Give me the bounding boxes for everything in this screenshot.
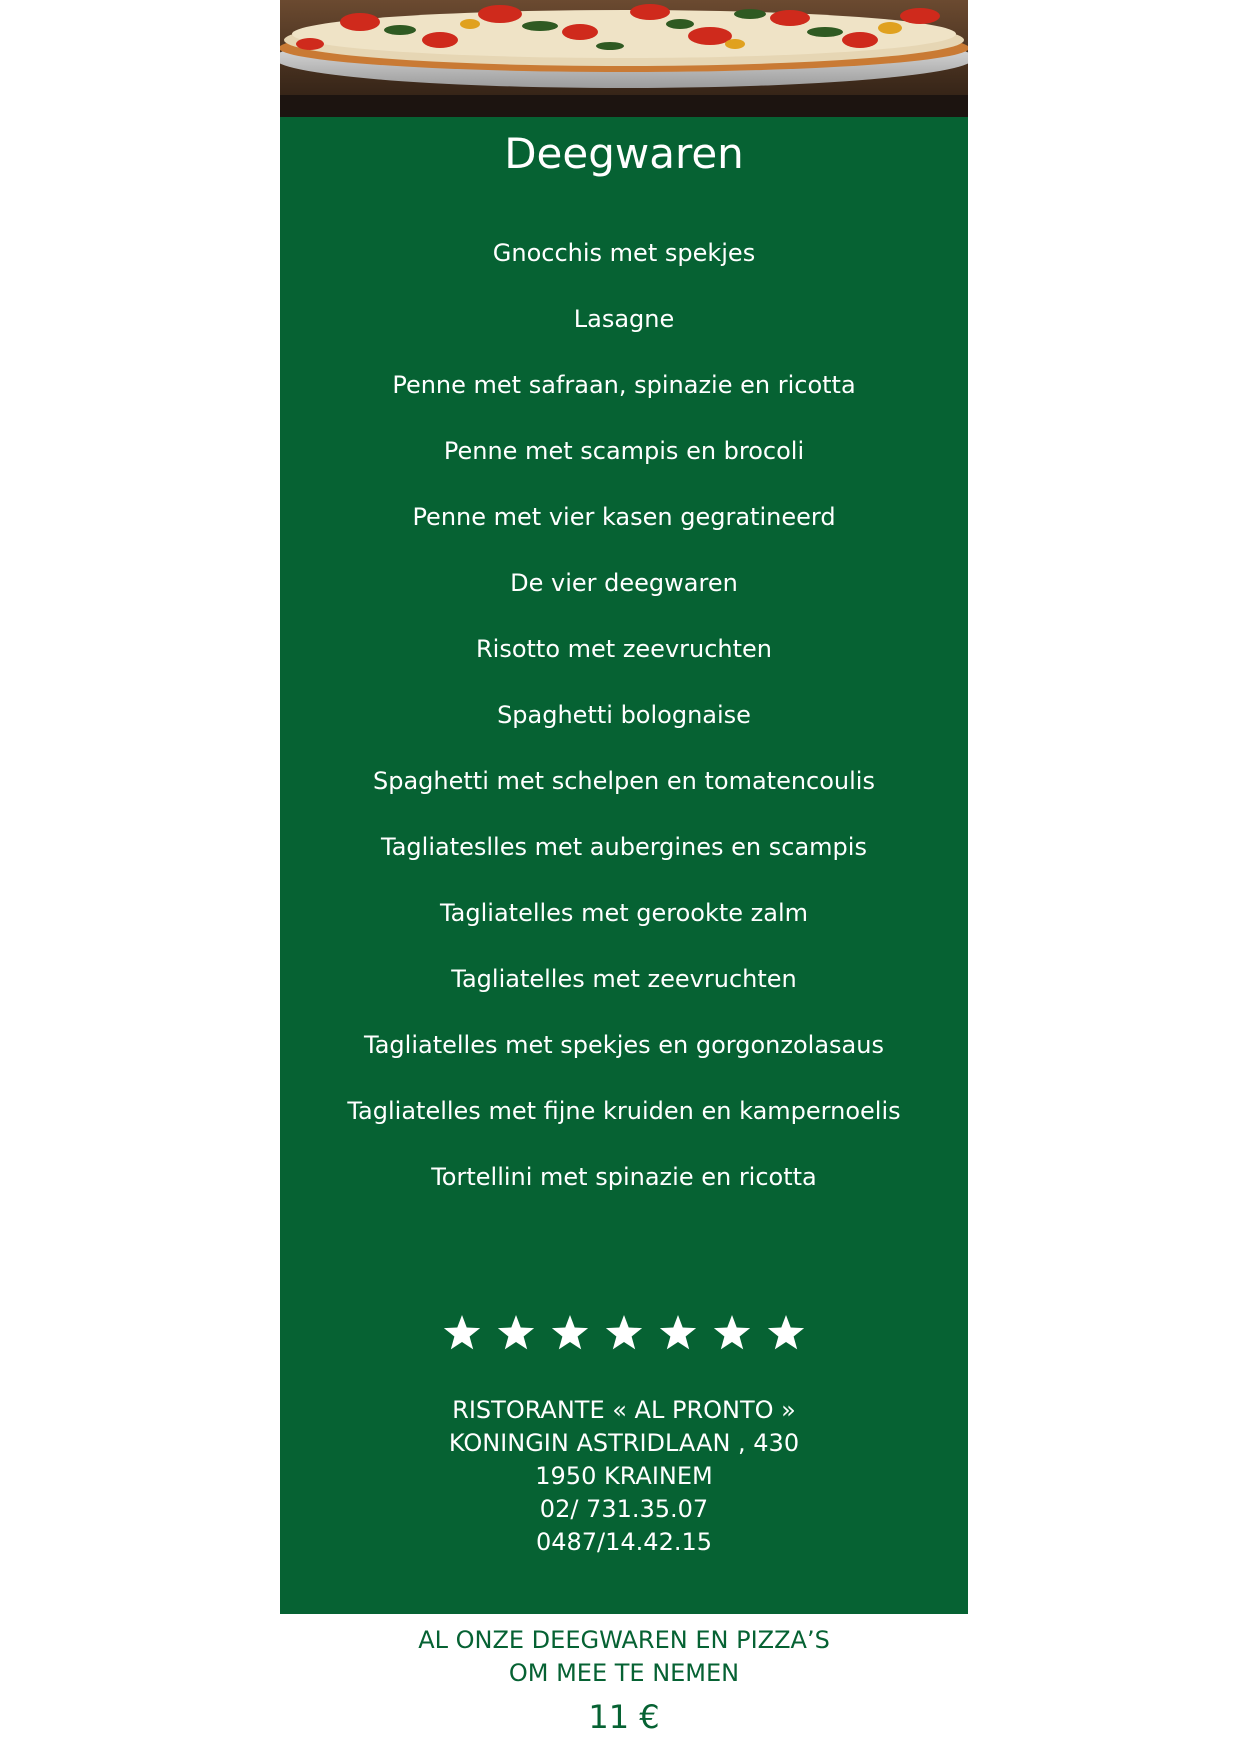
- dish-item: Gnocchis met spekjes: [492, 239, 756, 267]
- star-icon: [444, 1315, 480, 1349]
- restaurant-name: RISTORANTE « AL PRONTO »: [452, 1396, 796, 1424]
- dish-item: Tagliatelles met spekjes en gorgonzolasaus: [364, 1031, 884, 1059]
- menu-card: [280, 0, 968, 1754]
- dish-item: Penne met vier kasen gegratineerd: [412, 503, 836, 531]
- restaurant-address: [280, 1394, 968, 1559]
- address-street: KONINGIN ASTRIDLAAN , 430: [448, 1429, 800, 1457]
- section-title: Deegwaren: [504, 129, 744, 178]
- star-rating-row: [280, 1312, 968, 1356]
- green-panel: [280, 117, 968, 1614]
- address-city: 1950 KRAINEM: [535, 1462, 713, 1490]
- star-icon: [606, 1315, 642, 1349]
- pizza-photo: [280, 0, 968, 117]
- dish-list: [280, 237, 968, 1227]
- dish-item: Penne met safraan, spinazie en ricotta: [392, 371, 856, 399]
- takeaway-price: 11 €: [588, 1698, 660, 1736]
- star-icon: [768, 1315, 804, 1349]
- star-icon: [660, 1315, 696, 1349]
- dish-item: Tagliatelles met gerookte zalm: [439, 899, 809, 927]
- dish-item: Penne met scampis en brocoli: [443, 437, 805, 465]
- takeaway-line-2: OM MEE TE NEMEN: [508, 1659, 740, 1687]
- star-icon: [498, 1315, 534, 1349]
- dish-item: Tagliatelles met zeevruchten: [451, 965, 797, 993]
- dish-item: De vier deegwaren: [510, 569, 738, 597]
- mobile-number: 0487/14.42.15: [535, 1528, 713, 1556]
- dish-item: Lasagne: [573, 305, 675, 333]
- dish-item: Tortellini met spinazie en ricotta: [431, 1163, 817, 1191]
- star-icon: [714, 1315, 750, 1349]
- star-icon: [552, 1315, 588, 1349]
- pizza-illustration: [280, 0, 968, 117]
- takeaway-line-1: AL ONZE DEEGWAREN EN PIZZA’S: [418, 1626, 830, 1654]
- dish-item: Risotto met zeevruchten: [475, 635, 773, 663]
- dish-item: Spaghetti met schelpen en tomatencoulis: [373, 767, 875, 795]
- dish-item: Tagliateslles met aubergines en scampis: [381, 833, 867, 861]
- takeaway-footer: [280, 1624, 968, 1740]
- dish-item: Spaghetti bolognaise: [497, 701, 751, 729]
- dish-item: Tagliatelles met fijne kruiden en kampernoelis: [347, 1097, 901, 1125]
- phone-number: 02/ 731.35.07: [539, 1495, 709, 1523]
